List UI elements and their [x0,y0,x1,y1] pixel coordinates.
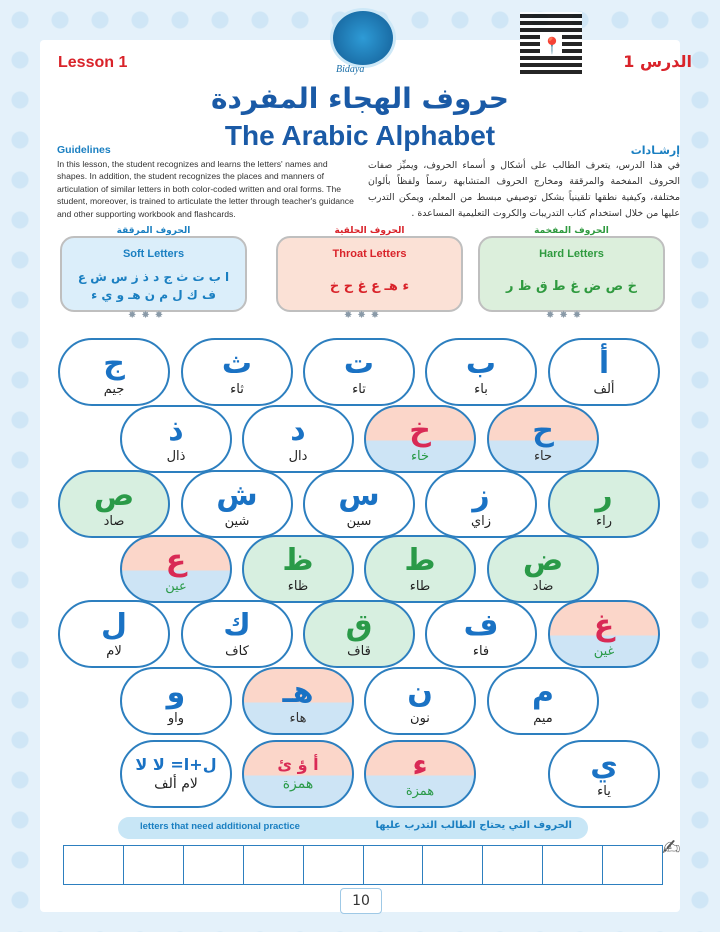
letter-card-qaf[interactable] [303,600,415,668]
letter-card-lam[interactable] [58,600,170,668]
throat-letters-label-ar: الحروف الحلقية [334,226,405,236]
practice-cell[interactable] [123,846,183,884]
letter-name: همزة [405,784,435,799]
letter-card-ba[interactable] [425,338,537,406]
letter-card-jim[interactable] [58,338,170,406]
hard-letters-list: خ ص ض غ ط ق ظ ر [505,279,637,294]
letter-glyph: هـ [282,675,314,710]
letter-card-mim[interactable] [487,667,599,735]
letter-name: همزة [282,776,314,792]
letter-glyph: ط [404,543,436,578]
letter-card-hamza[interactable] [364,740,476,808]
letter-card-hamza-forms[interactable] [242,740,354,808]
practice-grid [63,845,663,885]
letter-glyph: ي [590,748,618,783]
letter-card-dha[interactable] [242,535,354,603]
letter-card-waw[interactable] [120,667,232,735]
letter-glyph: و [166,675,186,710]
throat-letters-label-en: Throat Letters [332,248,407,260]
letter-card-shin[interactable] [181,470,293,538]
throat-letters-list: ء هـ ع غ ح خ [329,279,410,294]
letter-name: واو [167,711,185,726]
letter-card-dhal[interactable] [120,405,232,473]
letter-name: ضاد [532,579,554,594]
letter-name: هاء [289,711,307,726]
letter-name: تاء [352,382,366,397]
letter-card-alif[interactable] [548,338,660,406]
letter-name: حاء [533,449,553,464]
letter-glyph: ث [221,346,253,381]
letter-card-sad[interactable] [58,470,170,538]
throat-letters-box [276,226,463,312]
soft-letters-box [60,226,247,312]
letter-card-ha[interactable] [487,405,599,473]
practice-cell[interactable] [303,846,363,884]
letter-card-ghayn[interactable] [548,600,660,668]
letter-glyph: ء [412,748,428,783]
practice-cell[interactable] [363,846,423,884]
practice-label-ar: الحروف التي يحتاج الطالب التدرب عليها [375,820,572,831]
letter-glyph: ب [465,346,497,381]
letter-name: لام [106,644,122,659]
letter-glyph: أ ؤ ئ [277,755,319,774]
letter-glyph: د [290,413,306,448]
letter-glyph: ت [343,346,375,381]
letter-card-sin[interactable] [303,470,415,538]
letter-card-nun[interactable] [364,667,476,735]
letter-name: راء [595,514,612,529]
practice-cell[interactable] [183,846,243,884]
letter-card-dad[interactable] [487,535,599,603]
letter-name: سين [346,514,372,529]
letter-card-kaf[interactable] [181,600,293,668]
letter-name: ذال [166,449,186,464]
letter-name: ظاء [287,579,309,594]
letter-name: دال [288,449,308,464]
letter-glyph: ل+ا= لا لا [135,755,217,774]
page-number: 10 [340,888,382,914]
soft-letters-list: ا ب ت ث ج د ذ ز س ش ع ف ك ل م ن هـ و ي ء [77,270,230,302]
letter-name: كاف [225,644,249,659]
letter-name: نون [410,711,430,726]
letter-glyph: ش [216,478,258,513]
letter-name: قاف [347,644,371,659]
practice-cell[interactable] [542,846,602,884]
guidelines-text-ar: في هذا الدرس، يتعرف الطالب على أشكال و أسماء الحروف، ويميِّز صفات الحروف المفخمة والمرققة ومخارج الحروف المتشابهة رسماً ولفظاً بألوان مختلفة، وكيفية نطقها تلقينياً بشكل توصيفي مبسط من المعلم، ويمكن التدرب عليها من خلال استخدام كتاب التدريبات والكروت التعليمية المساعدة . [368,160,680,219]
map-pin-icon: 📍 [542,36,562,55]
letter-name: عين [165,579,187,594]
decor-stars-throat: ✸✸✸ [344,310,385,321]
practice-cell[interactable] [243,846,303,884]
letter-glyph: ظ [282,543,314,578]
logo-text: Bidaya [336,64,365,75]
letter-card-ta[interactable] [303,338,415,406]
letter-glyph: ذ [168,413,184,448]
letter-card-tha[interactable] [181,338,293,406]
letter-glyph: ل [100,608,128,643]
letter-glyph: ض [522,543,564,578]
letter-card-fa[interactable] [425,600,537,668]
letter-name: لام ألف [154,776,198,792]
guidelines-text-en: In this lesson, the student recognizes and learns the letters' names and shapes. In addition, the student recognizes the places and manners of articulation of similar letters in both color-coded written and oral forms. The student, moreover, is trained to articulate the letter through teacher's guidance and other supporting workbook and flashcards. [57,159,354,219]
lesson-label-ar: الدرس 1 [623,52,692,71]
letter-card-lam-alif[interactable] [120,740,232,808]
letter-glyph: ع [165,543,187,578]
soft-letters-label-ar: الحروف المرققة [116,226,191,236]
guidelines-heading-en: Guidelines [57,144,111,156]
letter-name: غين [593,644,615,659]
letter-glyph: ف [463,608,499,643]
letter-card-zay[interactable] [425,470,537,538]
letter-name: فاء [472,644,490,659]
hard-letters-label-ar: الحروف المفخمة [534,226,609,236]
letter-name: ثاء [230,382,244,397]
letter-name: شين [224,514,250,529]
letter-card-kha[interactable] [364,405,476,473]
letter-name: ميم [533,711,553,726]
lesson-label-en: Lesson 1 [58,54,128,71]
letter-glyph: خ [409,413,431,448]
decor-stars-soft: ✸✸✸ [128,310,169,321]
letter-name: ألف [593,382,615,397]
letter-name: ياء [597,784,611,799]
letter-name: زاي [470,514,492,529]
letter-glyph: ص [93,478,135,513]
letter-name: باء [474,382,488,397]
letter-card-dal[interactable] [242,405,354,473]
letter-glyph: ر [595,478,613,513]
page-title-en: The Arabic Alphabet [224,120,496,151]
letter-card-ta-heavy[interactable] [364,535,476,603]
letter-card-ha-end[interactable] [242,667,354,735]
letter-card-ayn[interactable] [120,535,232,603]
letter-glyph: أ [598,346,610,381]
letter-card-ra[interactable] [548,470,660,538]
letter-name: جيم [103,382,125,397]
letter-glyph: ز [472,478,490,513]
letter-glyph: ج [103,346,125,381]
page-title-ar: حروف الهجاء المفردة [211,82,509,115]
hard-letters-box [478,226,665,312]
bidaya-logo [330,8,396,68]
letter-glyph: س [338,478,380,513]
letter-glyph: م [532,675,554,710]
letter-glyph: غ [593,608,615,643]
decor-stars-hard: ✸✸✸ [546,310,587,321]
guidelines-heading-ar: إرشـادات [630,144,680,157]
letter-name: صاد [103,514,125,529]
practice-label-en: letters that need additional practice [140,821,300,832]
hard-letters-label-en: Hard Letters [539,248,604,260]
letter-card-ya[interactable] [548,740,660,808]
letter-glyph: ح [532,413,554,448]
practice-cell[interactable] [602,846,662,884]
letter-glyph: ن [407,675,433,710]
practice-cell[interactable] [422,846,482,884]
practice-cell[interactable] [482,846,542,884]
pencil-hand-icon: ✍ [662,836,681,861]
letter-glyph: ك [223,608,251,643]
practice-cell[interactable] [64,846,123,884]
soft-letters-label-en: Soft Letters [122,248,185,260]
letter-glyph: ق [345,608,373,643]
letter-name: طاء [409,579,431,594]
letter-name: خاء [410,449,430,464]
